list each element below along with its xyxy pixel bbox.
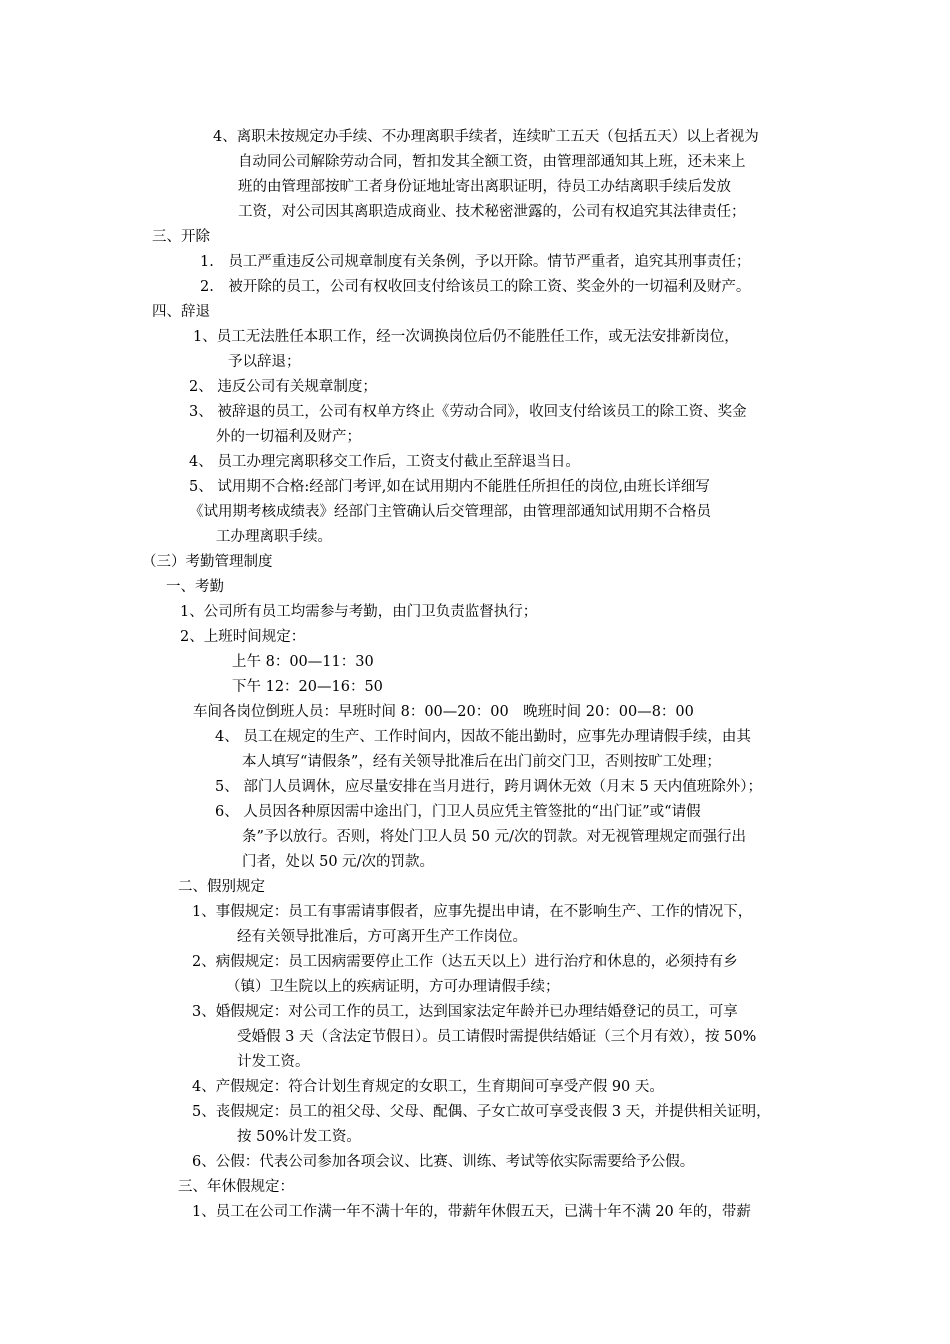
text-line: 工资，对公司因其离职造成商业、技术秘密泄露的，公司有权追究其法律责任； [238,204,746,220]
text-line: 经有关领导批准后，方可离开生产工作岗位。 [237,929,527,945]
text-line: 4、 员工在规定的生产、工作时间内，因故不能出勤时，应事先办理请假手续，由其 [215,729,751,745]
text-line: 门者，处以 50 元/次的罚款。 [242,854,435,870]
text-line: 1、员工无法胜任本职工作，经一次调换岗位后仍不能胜任工作，或无法安排新岗位， [193,329,739,345]
text-line: 5、 试用期不合格:经部门考评,如在试用期内不能胜任所担任的岗位,由班长详细写 [189,479,710,495]
text-line: 车间各岗位倒班人员：早班时间 8：00—20：00 晚班时间 20：00—8：00 [193,704,694,720]
text-line: 工办理离职手续。 [216,529,332,545]
text-line: 6、公假：代表公司参加各项会议、比赛、训练、考试等依实际需要给予公假。 [192,1154,695,1170]
text-line: 本人填写“请假条”，经有关领导批准后在出门前交门卫，否则按旷工处理； [242,754,721,770]
section-heading: 三、开除 [152,229,210,245]
text-line: 1、公司所有员工均需参与考勤，由门卫负责监督执行； [180,604,538,620]
text-line: 予以辞退； [228,354,301,370]
section-heading: 三、年休假规定： [178,1179,294,1195]
section-heading: 四、辞退 [152,304,210,320]
text-line: 3、 被辞退的员工，公司有权单方终止《劳动合同》，收回支付给该员工的除工资、奖金 [189,404,747,420]
section-heading: 二、假别规定 [178,879,265,895]
text-line: 1、事假规定：员工有事需请事假者，应事先提出申请，在不影响生产、工作的情况下， [192,904,753,920]
text-line: 2、 违反公司有关规章制度； [189,379,377,395]
text-line: 4、离职未按规定办手续、不办理离职手续者，连续旷工五天（包括五天）以上者视为 [213,129,759,145]
text-line: 上午 8：00—11：30 [232,654,374,670]
text-line: 2、上班时间规定： [180,629,306,645]
text-line: 2、病假规定：员工因病需要停止工作（达五天以上）进行治疗和休息的，必须持有乡 [192,954,738,970]
text-line: 计发工资。 [237,1054,310,1070]
text-line: （镇）卫生院以上的疾病证明，方可办理请假手续； [226,979,560,995]
text-line: 3、婚假规定：对公司工作的员工，达到国家法定年龄并已办理结婚登记的员工，可享 [192,1004,738,1020]
section-heading: 一、考勤 [166,579,224,595]
text-line: 自动同公司解除劳动合同，暂扣发其全额工资，由管理部通知其上班，还未来上 [238,154,746,170]
text-line: 4、 员工办理完离职移交工作后，工资支付截止至辞退当日。 [189,454,580,470]
text-line: 6、 人员因各种原因需中途出门，门卫人员应凭主管签批的“出门证”或“请假 [215,804,701,820]
text-line: 按 50%计发工资。 [237,1129,361,1145]
text-line: 受婚假 3 天（含法定节假日）。员工请假时需提供结婚证（三个月有效），按 50% [237,1029,757,1045]
text-line: 《试用期考核成绩表》经部门主管确认后交管理部，由管理部通知试用期不合格员 [189,504,711,520]
text-line: 5、 部门人员调休，应尽量安排在当月进行，跨月调休无效（月末 5 天内值班除外）； [215,779,763,795]
text-line: 外的一切福利及财产； [216,429,361,445]
text-line: 1. 员工严重违反公司规章制度有关条例，予以开除。情节严重者，追究其刑事责任； [200,254,751,270]
chapter-heading: （三）考勤管理制度 [142,554,273,570]
text-line: 班的由管理部按旷工者身份证地址寄出离职证明，待员工办结离职手续后发放 [238,179,731,195]
text-line: 1、员工在公司工作满一年不满十年的，带薪年休假五天，已满十年不满 20 年的，带薪 [192,1204,751,1220]
text-line: 下午 12：20—16：50 [232,679,383,695]
text-line: 4、产假规定：符合计划生育规定的女职工，生育期间可享受产假 90 天。 [192,1079,664,1095]
text-line: 5、丧假规定：员工的祖父母、父母、配偶、子女亡故可享受丧假 3 天，并提供相关证明， [192,1104,771,1120]
text-line: 2. 被开除的员工，公司有权收回支付给该员工的除工资、奖金外的一切福利及财产。 [200,279,751,295]
text-line: 条”予以放行。否则，将处门卫人员 50 元/次的罚款。对无视管理规定而强行出 [242,829,746,845]
